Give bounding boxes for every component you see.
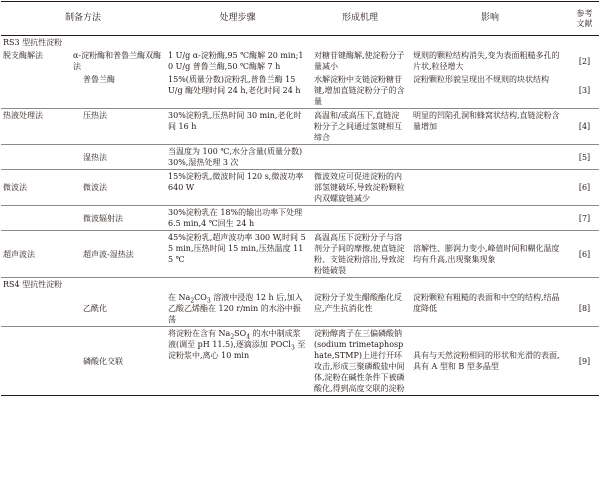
- reference-cell: [9]: [570, 327, 599, 396]
- method-cell: 普鲁兰酶: [83, 75, 115, 84]
- empty-cell: [410, 145, 570, 170]
- method-cell: 微波辐射法: [69, 206, 165, 231]
- reference-cell: [8]: [578, 304, 591, 313]
- table-row: [1, 36, 599, 50]
- reference-cell: [5]: [570, 145, 599, 170]
- subscript: 2: [190, 297, 195, 305]
- steps-cell: [165, 327, 310, 396]
- effect-cell: 具有与天然淀粉相同的形状和光滑的表面,具有 A 型和 B 型多晶型: [410, 327, 570, 396]
- method-cell: 湿热法: [69, 145, 165, 170]
- empty-cell: [410, 170, 570, 206]
- mechanism-cell: 高温高压下淀粉分子与溶剂分子间的摩擦,使直链淀粉、支链淀粉溶出,导致淀粉链破裂: [310, 231, 410, 278]
- reference-cell: [4]: [570, 109, 599, 145]
- method-cell: α-淀粉酶和普鲁兰酶双酶法: [73, 51, 162, 71]
- method-cell: 磷酸化交联: [69, 327, 165, 396]
- header-reference-line2: 文献: [576, 18, 593, 28]
- header-row: [1, 2, 599, 36]
- table-row: [1, 291, 599, 327]
- empty-cell: [410, 206, 570, 231]
- reference-cell: [6]: [570, 170, 599, 206]
- table-row: [1, 109, 599, 145]
- method-cell: 压热法: [69, 109, 165, 145]
- steps-cell: 30%淀粉乳在 18%的输出功率下处理 6.5 min,4 ℃回生 24 h: [165, 206, 310, 231]
- subscript: 3: [290, 344, 295, 352]
- starch-preparation-table: [1, 1, 599, 396]
- empty-cell: [1, 291, 69, 327]
- header-reference: [570, 2, 599, 36]
- effect-cell: 溶解性、膨润力变小,峰值时间和糊化温度均有升高,出现聚集现象: [410, 231, 570, 278]
- steps-cell: 当温度为 100 ℃,水分含量(质量分数)30%,湿热处理 3 次: [165, 145, 310, 170]
- table-row: [1, 327, 599, 396]
- header-mechanism: 形成机理: [310, 2, 410, 36]
- steps-cell: 30%淀粉乳,压热时间 30 min,老化时间 16 h: [165, 109, 310, 145]
- method-group-microwave: 微波法: [1, 170, 69, 206]
- steps-cell: [165, 291, 310, 327]
- reference-cell: [2]: [578, 56, 591, 66]
- empty-cell: [1, 327, 69, 396]
- table-row: [1, 145, 599, 170]
- reference-cell: [3]: [578, 86, 591, 95]
- effect-cell: 淀粉颗粒有粗糙的表面和中空的结构,结晶度降低: [413, 293, 560, 313]
- method-group-debranch: 脱支酶解法: [3, 51, 43, 60]
- subscript: 2: [230, 333, 235, 341]
- group-heading-rs3: RS3 型抗性淀粉: [3, 38, 63, 47]
- mechanism-cell: 对糖苷键酶解,使淀粉分子量减小: [314, 51, 405, 71]
- reference-cell: [6]: [570, 231, 599, 278]
- empty-cell: [1, 206, 69, 231]
- method-cell: 超声波-湿热法: [69, 231, 165, 278]
- header-effect: 影响: [410, 2, 570, 36]
- steps-text: 溶液中浸泡 12 h 后,加入乙酸乙烯酯在 120 r/min 的水浴中振荡: [168, 293, 303, 324]
- method-cell: 乙酰化: [83, 304, 107, 313]
- steps-text: CO: [194, 293, 207, 302]
- table-row: [1, 73, 599, 109]
- steps-text: 在 Na: [168, 293, 191, 302]
- table-row: [1, 49, 599, 73]
- mechanism-cell: 高温和/或高压下,直链淀粉分子之间通过氢键相互缔合: [310, 109, 410, 145]
- steps-text: 将淀粉在含有 Na: [168, 329, 231, 338]
- mechanism-cell: 淀粉醇离子在三偏磷酸钠(sodium trimetaphosphate,STMP)上进行开环攻击,形成三聚磷酸盐中间体,淀粉在碱性条件下被磷酸化,得到高度交联的淀粉: [310, 327, 410, 396]
- method-group-heat: 热液处理法: [1, 109, 69, 145]
- table-row: [1, 278, 599, 292]
- steps-text: 至淀粉浆中,离心 10 min: [168, 340, 306, 360]
- steps-cell: 15%淀粉乳,微波时间 120 s,微波功率 640 W: [165, 170, 310, 206]
- mechanism-cell: 微波效应可促进淀粉的内部氢键破坏,导致淀粉颗粒内双螺旋链减少: [310, 170, 410, 206]
- effect-cell: 明显的凹陷孔洞和蜂窝状结构,直链淀粉含量增加: [410, 109, 570, 145]
- empty-cell: [1, 145, 69, 170]
- mechanism-cell: 淀粉分子发生醋酸酯化反应,产生抗消化性: [314, 293, 403, 313]
- mechanism-cell: 水解淀粉中支链淀粉糖苷键,增加直链淀粉分子的含量: [314, 75, 405, 106]
- steps-text: 的水中制成浆液(调至 pH 11.5),逐滴添加 POCl: [168, 329, 301, 349]
- table-row: [1, 170, 599, 206]
- table-row: [1, 206, 599, 231]
- effect-cell: 规则的颗粒结构消失,变为表面粗糙多孔的片状,粒径增大: [413, 51, 560, 71]
- effect-cell: 淀粉颗粒形貌呈现出不规则的块状结构: [413, 75, 550, 84]
- empty-cell: [310, 206, 410, 231]
- empty-cell: [310, 145, 410, 170]
- steps-cell: 45%淀粉乳,超声波功率 300 W,时间 55 min,压热时间 15 min,压热温度 115 ℃: [165, 231, 310, 278]
- method-cell: 微波法: [69, 170, 165, 206]
- reference-cell: [7]: [570, 206, 599, 231]
- table-row: [1, 231, 599, 278]
- header-method: 制备方法: [1, 2, 165, 36]
- subscript: 3: [206, 297, 211, 305]
- steps-text: SO: [234, 329, 247, 338]
- subscript: 4: [246, 333, 251, 341]
- empty-cell: [1, 73, 69, 109]
- header-steps: 处理步骤: [165, 2, 310, 36]
- group-heading-rs4: RS4 型抗性淀粉: [1, 278, 599, 292]
- header-reference-line1: 参考: [576, 8, 593, 18]
- steps-cell: 15%(质量分数)淀粉乳,普鲁兰酶 15 U/g 酶处理时间 24 h,老化时间 24 h: [168, 75, 301, 95]
- method-group-ultrasound: 超声波法: [1, 231, 69, 278]
- steps-cell: 1 U/g α-淀粉酶,95 ℃酶解 20 min;10 U/g 普鲁兰酶,50 ℃酶解 7 h: [168, 51, 304, 71]
